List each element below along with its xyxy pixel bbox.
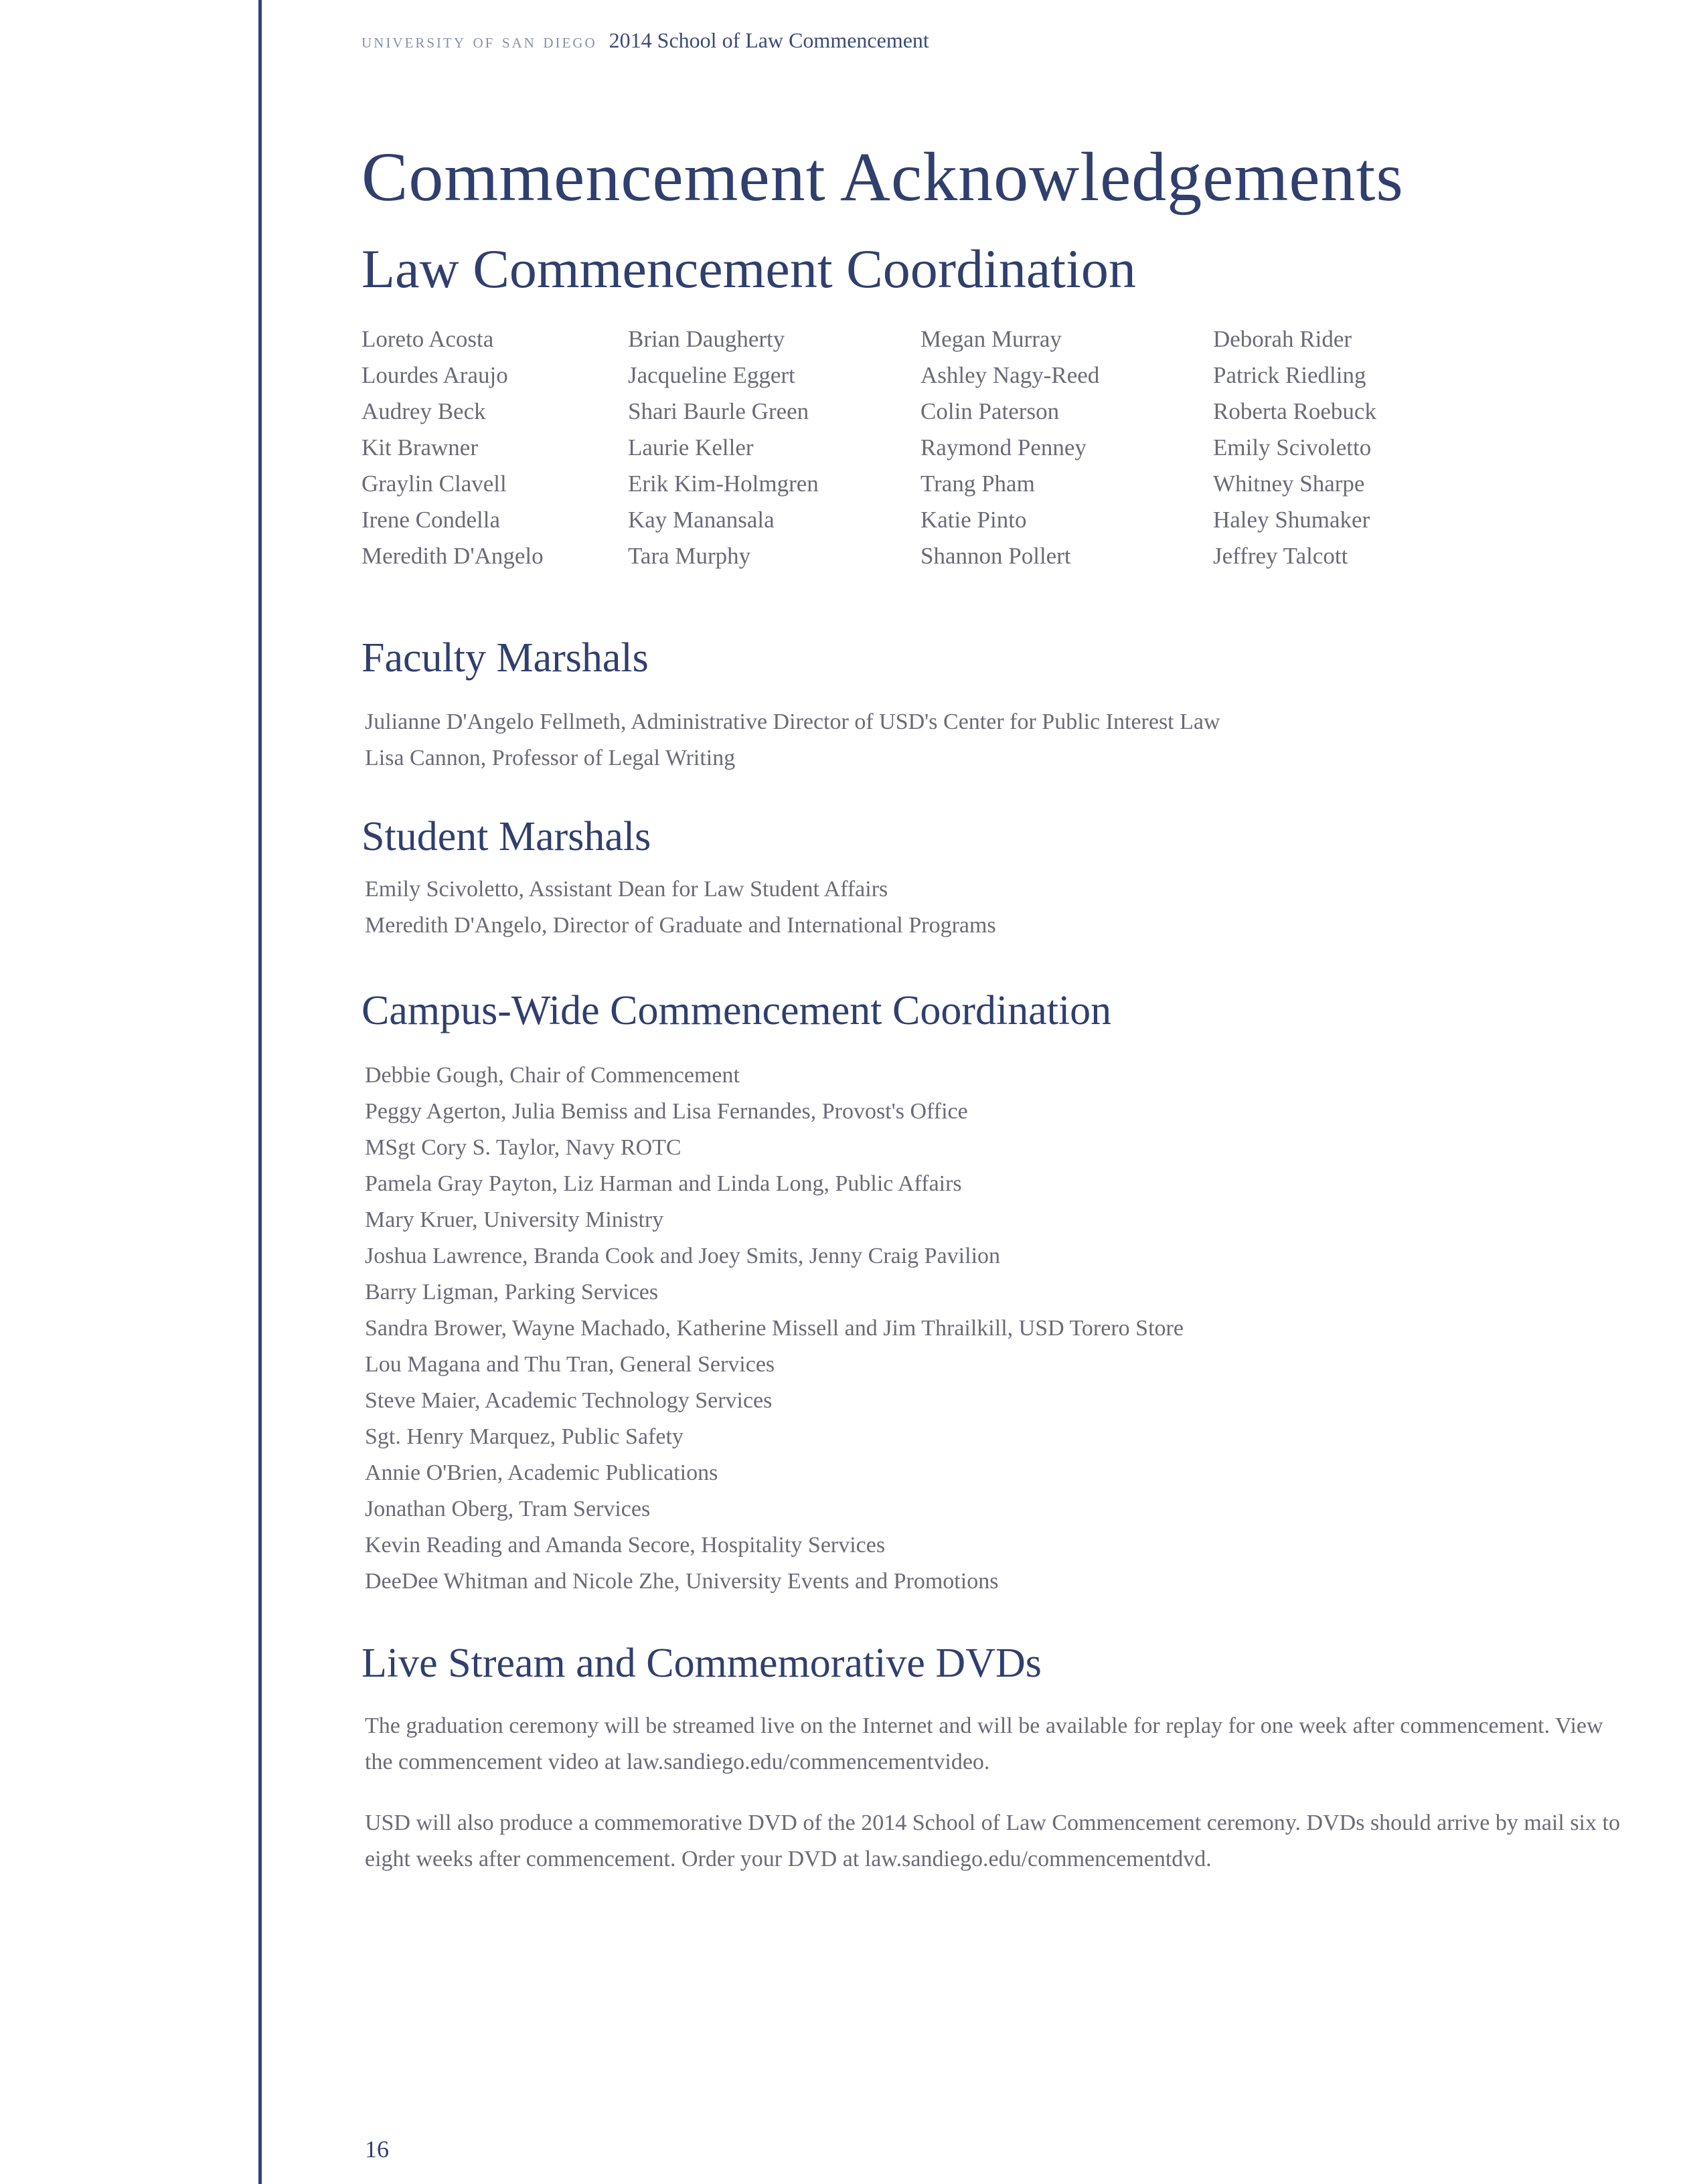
list-item: Lisa Cannon, Professor of Legal Writing [365,746,736,770]
list-item: Jeffrey Talcott [1213,543,1348,569]
student-marshals-list [365,871,996,944]
list-item: Haley Shumaker [1213,507,1370,533]
list-item: Shannon Pollert [920,543,1071,569]
list-item: Emily Scivoletto, Assistant Dean for Law Student Affairs [365,877,888,902]
list-item: Graylin Clavell [362,471,507,497]
campus-coordination-heading: Campus-Wide Commencement Coordination [362,988,1112,1033]
list-item: Meredith D'Angelo [362,543,544,569]
list-item: Emily Scivoletto [1213,434,1372,460]
list-item: Erik Kim-Holmgren [628,471,819,497]
list-item: Trang Pham [920,471,1035,497]
faculty-marshals-list [365,704,1220,776]
header-university: university of san diego [362,30,597,52]
list-item: Katie Pinto [920,507,1027,533]
list-item: Raymond Penney [920,434,1087,460]
list-item: Loreto Acosta [362,326,494,352]
list-item: Debbie Gough, Chair of Commencement [365,1063,740,1088]
list-item: Mary Kruer, University Ministry [365,1207,664,1232]
list-item: Sgt. Henry Marquez, Public Safety [365,1424,684,1449]
list-item: Kay Manansala [628,507,775,533]
list-item: Roberta Roebuck [1213,398,1376,424]
list-item: Julianne D'Angelo Fellmeth, Administrative Director of USD's Center for Public Interest Law [365,709,1220,734]
list-item: Megan Murray [920,326,1062,352]
page-title: Commencement Acknowledgements [362,139,1404,216]
list-item: Laurie Keller [628,434,754,460]
running-header [362,28,929,53]
list-item: Kit Brawner [362,434,478,460]
names-column-4 [1213,321,1376,574]
list-item: Sandra Brower, Wayne Machado, Katherine Missell and Jim Thrailkill, USD Torero Store [365,1316,1184,1341]
list-item: Colin Paterson [920,398,1060,424]
list-item: Tara Murphy [628,543,751,569]
law-coordination-names [362,321,1540,576]
list-item: Whitney Sharpe [1213,471,1365,497]
list-item: Audrey Beck [362,398,486,424]
list-item: Irene Condella [362,507,500,533]
binding-rule [258,0,262,2184]
live-stream-paragraph: The graduation ceremony will be streamed live on the Internet and will be available for replay for one week after commencement. View the commencement video at law.sandiego.edu/commencementvideo. [365,1713,1603,1774]
list-item: Peggy Agerton, Julia Bemiss and Lisa Fernandes, Provost's Office [365,1099,968,1124]
list-item: Shari Baurle Green [628,398,809,424]
campus-coordination-list [365,1058,1184,1600]
list-item: Joshua Lawrence, Branda Cook and Joey Smits, Jenny Craig Pavilion [365,1244,1001,1268]
faculty-marshals-heading: Faculty Marshals [362,635,649,681]
names-column-1 [362,321,544,574]
list-item: Jacqueline Eggert [628,362,795,388]
dvd-paragraph: USD will also produce a commemorative DVD of the 2014 School of Law Commencement ceremony. DVDs should arrive by mail six to eight weeks after commencement. Order your DVD at law.sandiego.edu/commencementdvd. [365,1811,1620,1871]
names-column-3 [920,321,1099,574]
live-stream-heading: Live Stream and Commemorative DVDs [362,1641,1042,1686]
list-item: Meredith D'Angelo, Director of Graduate and International Programs [365,913,996,938]
list-item: Pamela Gray Payton, Liz Harman and Linda Long, Public Affairs [365,1171,962,1196]
student-marshals-heading: Student Marshals [362,814,651,859]
list-item: Brian Daugherty [628,326,785,352]
list-item: Patrick Riedling [1213,362,1366,388]
list-item: Annie O'Brien, Academic Publications [365,1460,718,1485]
list-item: Jonathan Oberg, Tram Services [365,1497,651,1521]
names-column-2 [628,321,819,574]
list-item: Kevin Reading and Amanda Secore, Hospitality Services [365,1533,886,1558]
page-number: 16 [365,2136,389,2163]
list-item: Barry Ligman, Parking Services [365,1280,659,1305]
list-item: Lourdes Araujo [362,362,508,388]
list-item: MSgt Cory S. Taylor, Navy ROTC [365,1135,681,1160]
list-item: Ashley Nagy-Reed [920,362,1100,388]
list-item: DeeDee Whitman and Nicole Zhe, University Events and Promotions [365,1569,999,1594]
list-item: Steve Maier, Academic Technology Services [365,1388,773,1413]
list-item: Lou Magana and Thu Tran, General Services [365,1352,775,1377]
list-item: Deborah Rider [1213,326,1352,352]
header-publication-title: 2014 School of Law Commencement [609,28,929,52]
law-coordination-heading: Law Commencement Coordination [362,238,1136,299]
